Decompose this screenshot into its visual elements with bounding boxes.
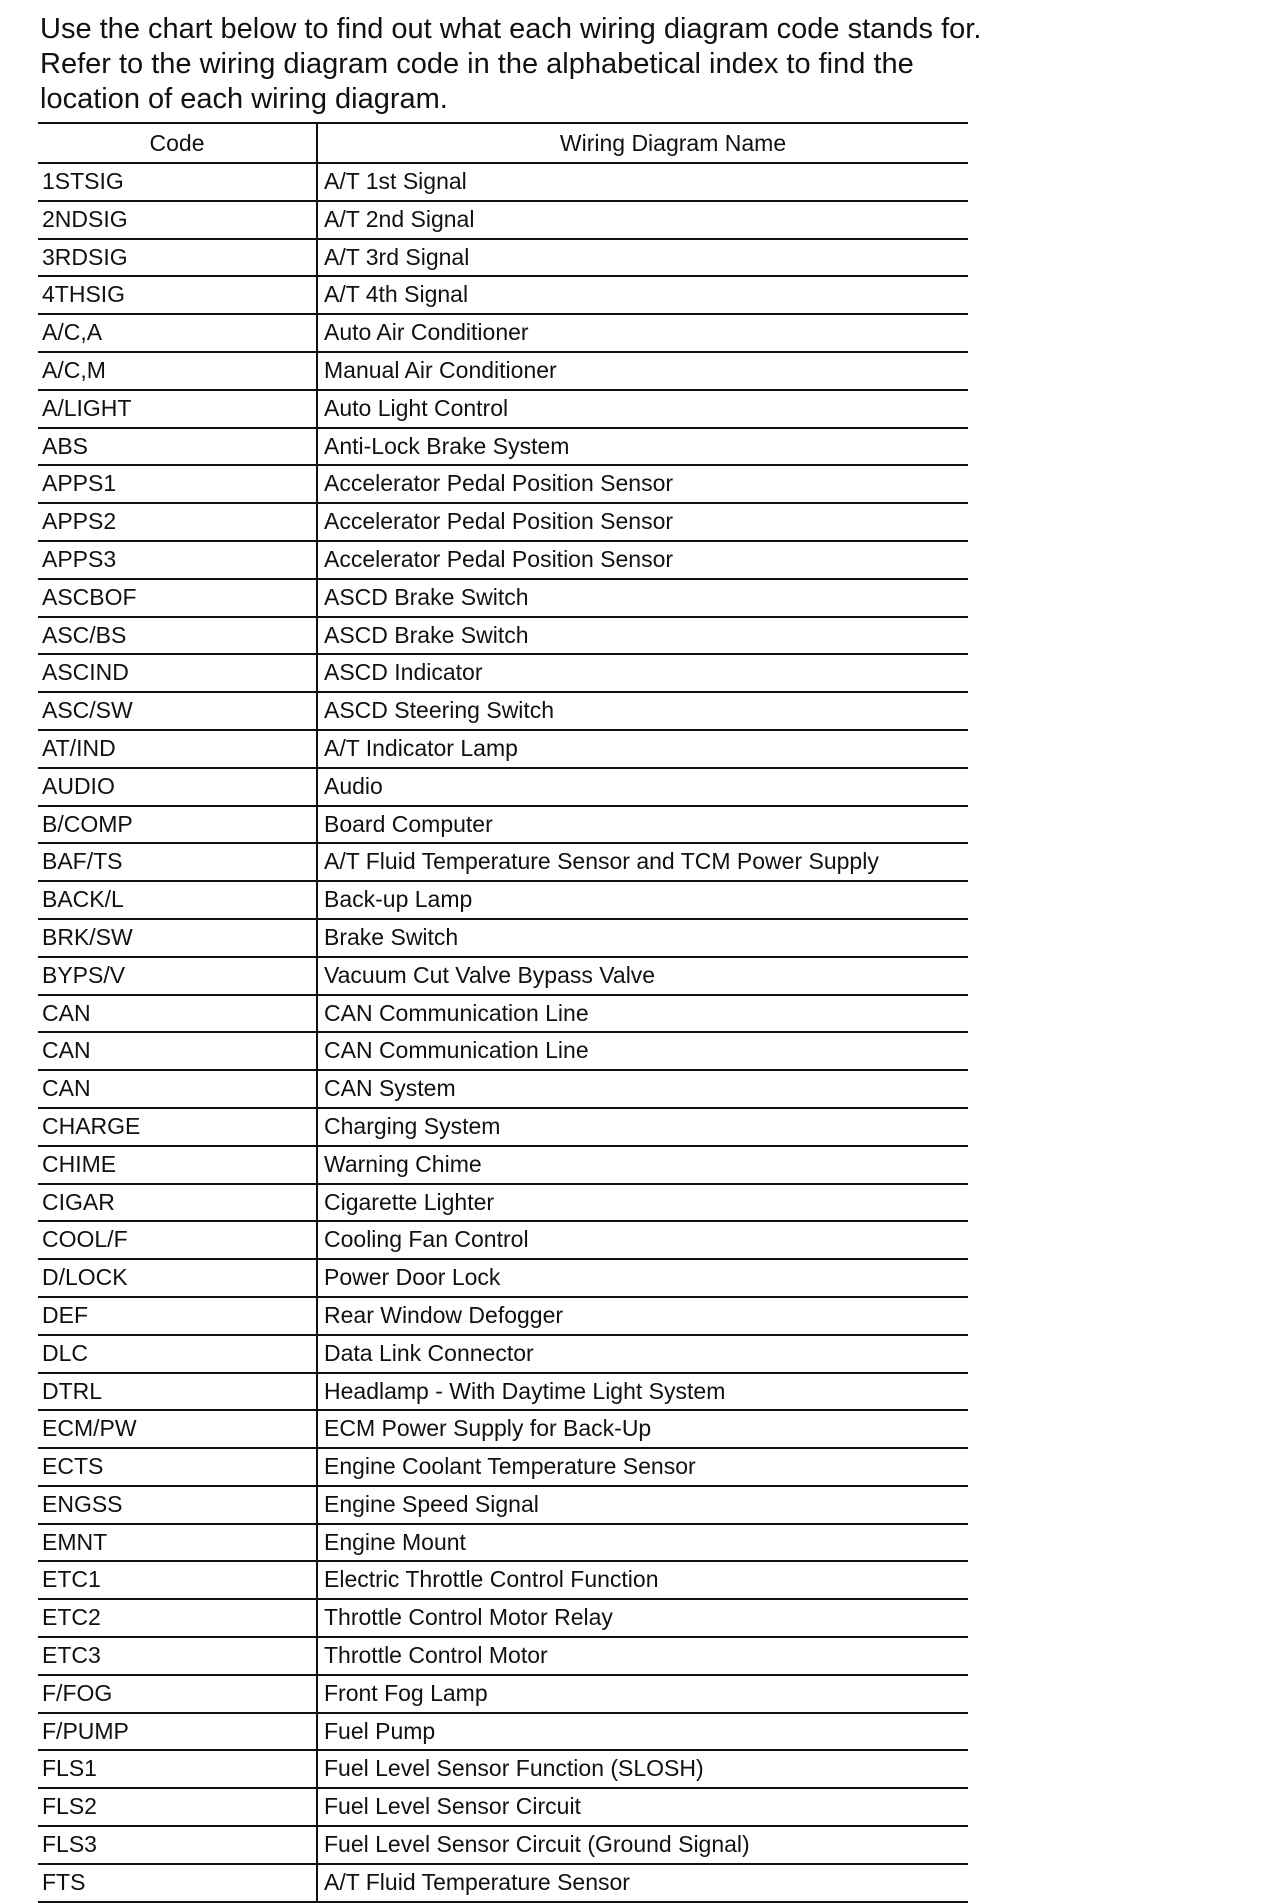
diagram-code-cell: DEF (38, 1298, 318, 1334)
diagram-name-cell: Fuel Pump (324, 1717, 436, 1744)
diagram-name-cell: A/T Fluid Temperature Sensor and TCM Power Supply (324, 848, 879, 875)
diagram-name-cell: Electric Throttle Control Function (324, 1566, 659, 1593)
diagram-name-cell: Throttle Control Motor (324, 1642, 548, 1669)
diagram-code-cell: FLS3 (38, 1827, 318, 1863)
table-row (38, 769, 968, 807)
table-row (38, 1525, 968, 1563)
table-row (38, 466, 968, 504)
table-row (38, 1676, 968, 1714)
diagram-code-cell: COOL/F (38, 1222, 318, 1258)
diagram-name-cell: ECM Power Supply for Back-Up (324, 1415, 652, 1442)
table-row (38, 353, 968, 391)
diagram-code-cell: APPS1 (38, 466, 318, 502)
table-row (38, 693, 968, 731)
diagram-name-cell: Vacuum Cut Valve Bypass Valve (324, 961, 656, 988)
diagram-name-cell: Rear Window Defogger (324, 1301, 564, 1328)
diagram-code-cell: FLS2 (38, 1789, 318, 1825)
diagram-code-cell: ASC/BS (38, 618, 318, 654)
diagram-name-cell: ASCD Brake Switch (324, 583, 529, 610)
diagram-code-cell: CHARGE (38, 1109, 318, 1145)
diagram-name-cell: Power Door Lock (324, 1264, 501, 1291)
table-row (38, 164, 968, 202)
diagram-code-cell: A/C,A (38, 315, 318, 351)
table-row (38, 1487, 968, 1525)
diagram-name-cell: A/T Indicator Lamp (324, 734, 518, 761)
table-row (38, 1147, 968, 1185)
diagram-name-cell: Manual Air Conditioner (324, 356, 557, 383)
diagram-code-cell: AT/IND (38, 731, 318, 767)
table-row (38, 542, 968, 580)
diagram-name-cell: CAN System (324, 1075, 456, 1102)
diagram-code-cell: 2NDSIG (38, 202, 318, 238)
table-row (38, 1714, 968, 1752)
table-row (38, 1789, 968, 1827)
table-row (38, 731, 968, 769)
diagram-code-cell: ETC2 (38, 1600, 318, 1636)
diagram-code-cell: CAN (38, 1071, 318, 1107)
code-column-header: Code (38, 124, 318, 162)
diagram-name-cell: A/T 2nd Signal (324, 205, 475, 232)
table-row (38, 240, 968, 278)
diagram-code-cell: CAN (38, 996, 318, 1032)
table-row (38, 1865, 968, 1903)
table-row (38, 1374, 968, 1412)
table-row (38, 807, 968, 845)
table-row (38, 1071, 968, 1109)
table-row (38, 429, 968, 467)
diagram-code-cell: 3RDSIG (38, 240, 318, 276)
table-row (38, 655, 968, 693)
diagram-name-cell: Board Computer (324, 810, 493, 837)
diagram-code-cell: APPS2 (38, 504, 318, 540)
diagram-name-cell: Anti-Lock Brake System (324, 432, 570, 459)
diagram-name-cell: Accelerator Pedal Position Sensor (324, 545, 674, 572)
table-row (38, 1033, 968, 1071)
table-row (38, 1449, 968, 1487)
intro-line-1: Use the chart below to find out what each wiring diagram code stands for. (40, 13, 982, 45)
diagram-name-cell: ASCD Brake Switch (324, 621, 529, 648)
diagram-name-cell: A/T Fluid Temperature Sensor (324, 1868, 630, 1895)
diagram-name-cell: Cigarette Lighter (324, 1188, 495, 1215)
diagram-code-cell: ECM/PW (38, 1411, 318, 1447)
table-row (38, 1336, 968, 1374)
diagram-name-cell: Headlamp - With Daytime Light System (324, 1377, 726, 1404)
diagram-name-cell: Back-up Lamp (324, 886, 473, 913)
table-body (38, 164, 968, 1903)
diagram-code-cell: AUDIO (38, 769, 318, 805)
diagram-code-cell: CAN (38, 1033, 318, 1069)
intro-text (40, 12, 1040, 117)
table-row (38, 1751, 968, 1789)
diagram-code-cell: BACK/L (38, 882, 318, 918)
diagram-name-cell: Fuel Level Sensor Circuit (324, 1793, 581, 1820)
table-row (38, 1185, 968, 1223)
table-row (38, 1109, 968, 1147)
table-row (38, 580, 968, 618)
diagram-name-cell: Throttle Control Motor Relay (324, 1604, 613, 1631)
wiring-code-table (38, 122, 968, 1903)
diagram-name-cell: CAN Communication Line (324, 1037, 589, 1064)
diagram-name-cell: Accelerator Pedal Position Sensor (324, 470, 674, 497)
diagram-code-cell: ETC1 (38, 1562, 318, 1598)
diagram-name-cell: Engine Speed Signal (324, 1490, 539, 1517)
diagram-code-cell: BYPS/V (38, 958, 318, 994)
diagram-name-cell: Auto Light Control (324, 394, 509, 421)
table-row (38, 1298, 968, 1336)
table-header (38, 122, 968, 164)
diagram-code-cell: ASCBOF (38, 580, 318, 616)
table-row (38, 1260, 968, 1298)
diagram-code-cell: 4THSIG (38, 277, 318, 313)
diagram-code-cell: F/FOG (38, 1676, 318, 1712)
diagram-code-cell: DTRL (38, 1374, 318, 1410)
diagram-code-cell: F/PUMP (38, 1714, 318, 1750)
table-row (38, 1222, 968, 1260)
diagram-code-cell: DLC (38, 1336, 318, 1372)
diagram-code-cell: CIGAR (38, 1185, 318, 1221)
diagram-name-cell: Auto Air Conditioner (324, 319, 529, 346)
diagram-code-cell: A/C,M (38, 353, 318, 389)
table-row (38, 277, 968, 315)
table-row (38, 1562, 968, 1600)
table-row (38, 882, 968, 920)
table-row (38, 1600, 968, 1638)
intro-line-3: location of each wiring diagram. (40, 83, 448, 115)
intro-line-2: Refer to the wiring diagram code in the alphabetical index to find the (40, 48, 914, 80)
diagram-name-cell: ASCD Steering Switch (324, 697, 555, 724)
diagram-name-cell: Charging System (324, 1112, 501, 1139)
diagram-code-cell: FTS (38, 1865, 318, 1901)
diagram-name-cell: Front Fog Lamp (324, 1679, 488, 1706)
diagram-name-cell: A/T 4th Signal (324, 281, 469, 308)
diagram-code-cell: 1STSIG (38, 164, 318, 200)
table-row (38, 1411, 968, 1449)
diagram-name-cell: Warning Chime (324, 1150, 482, 1177)
table-row (38, 1827, 968, 1865)
diagram-name-cell: Engine Coolant Temperature Sensor (324, 1453, 696, 1480)
table-row (38, 920, 968, 958)
diagram-name-cell: Data Link Connector (324, 1339, 534, 1366)
name-column-header: Wiring Diagram Name (559, 130, 787, 156)
diagram-name-cell: A/T 1st Signal (324, 168, 467, 194)
table-row (38, 996, 968, 1034)
table-row (38, 315, 968, 353)
diagram-code-cell: BAF/TS (38, 844, 318, 880)
diagram-name-cell: A/T 3rd Signal (324, 243, 470, 270)
diagram-code-cell: ETC3 (38, 1638, 318, 1674)
table-row (38, 618, 968, 656)
diagram-name-cell: CAN Communication Line (324, 999, 589, 1026)
diagram-name-cell: ASCD Indicator (324, 659, 483, 686)
diagram-code-cell: EMNT (38, 1525, 318, 1561)
diagram-name-cell: Fuel Level Sensor Circuit (Ground Signal) (324, 1831, 750, 1858)
diagram-code-cell: ECTS (38, 1449, 318, 1485)
diagram-code-cell: FLS1 (38, 1751, 318, 1787)
diagram-code-cell: BRK/SW (38, 920, 318, 956)
diagram-code-cell: ABS (38, 429, 318, 465)
diagram-code-cell: ENGSS (38, 1487, 318, 1523)
table-row (38, 1638, 968, 1676)
table-row (38, 504, 968, 542)
diagram-code-cell: A/LIGHT (38, 391, 318, 427)
diagram-name-cell: Accelerator Pedal Position Sensor (324, 508, 674, 535)
diagram-code-cell: ASCIND (38, 655, 318, 691)
diagram-code-cell: CHIME (38, 1147, 318, 1183)
diagram-code-cell: D/LOCK (38, 1260, 318, 1296)
table-row (38, 391, 968, 429)
diagram-code-cell: ASC/SW (38, 693, 318, 729)
table-row (38, 958, 968, 996)
diagram-name-cell: Cooling Fan Control (324, 1226, 529, 1253)
diagram-name-cell: Audio (324, 772, 383, 799)
diagram-name-cell: Brake Switch (324, 923, 459, 950)
diagram-name-cell: Fuel Level Sensor Function (SLOSH) (324, 1755, 704, 1782)
table-row (38, 202, 968, 240)
diagram-name-cell: Engine Mount (324, 1528, 466, 1555)
diagram-code-cell: B/COMP (38, 807, 318, 843)
table-row (38, 844, 968, 882)
diagram-code-cell: APPS3 (38, 542, 318, 578)
